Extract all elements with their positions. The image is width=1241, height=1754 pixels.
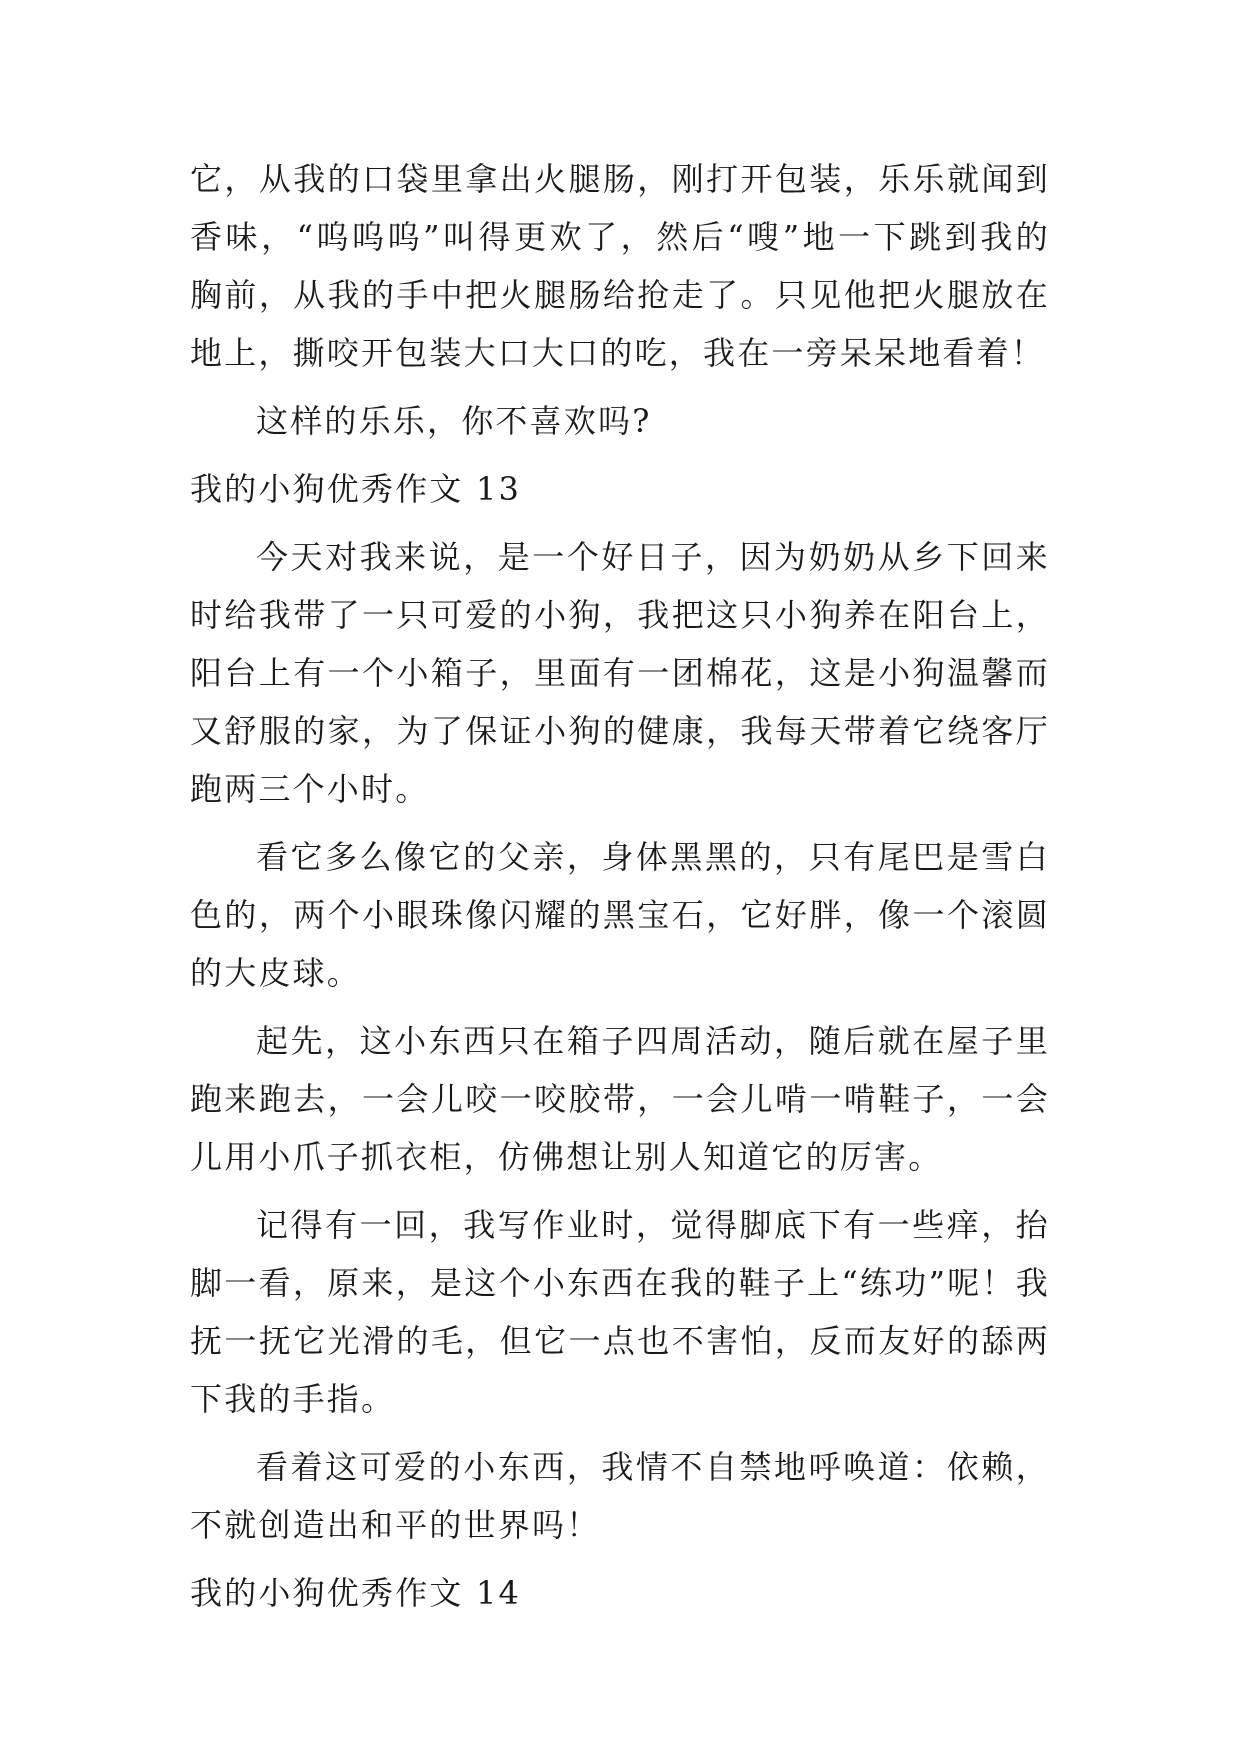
- paragraph: 今天对我来说，是一个好日子，因为奶奶从乡下回来时给我带了一只可爱的小狗，我把这只小狗养在阳台上，阳台上有一个小箱子，里面有一团棉花，这是小狗温馨而又舒服的家，为了保证小狗的健康，我每天带着它绕客厅跑两三个小时。: [190, 538, 1050, 808]
- document-page: [190, 150, 1050, 1632]
- paragraph-continuation: 它，从我的口袋里拿出火腿肠，刚打开包装，乐乐就闻到香味，“呜呜呜”叫得更欢了，然后“嗖”地一下跳到我的胸前，从我的手中把火腿肠给抢走了。只见他把火腿放在地上，撕咬开包装大口大口的吃，我在一旁呆呆地看着！: [190, 160, 1050, 372]
- paragraph: 起先，这小东西只在箱子四周活动，随后就在屋子里跑来跑去，一会儿咬一咬胶带，一会儿啃一啃鞋子，一会儿用小爪子抓衣柜，仿佛想让别人知道它的厉害。: [190, 1022, 1050, 1176]
- paragraph: 这样的乐乐，你不喜欢吗?: [256, 402, 652, 440]
- paragraph: 看着这可爱的小东西，我情不自禁地呼唤道：依赖，不就创造出和平的世界吗！: [190, 1448, 1050, 1544]
- paragraph: 看它多么像它的父亲，身体黑黑的，只有尾巴是雪白色的，两个小眼珠像闪耀的黑宝石，它好胖，像一个滚圆的大皮球。: [190, 838, 1050, 992]
- essay-heading-13: 我的小狗优秀作文 13: [190, 470, 522, 508]
- paragraph: 记得有一回，我写作业时，觉得脚底下有一些痒，抬脚一看，原来，是这个小东西在我的鞋子上“练功”呢！我抚一抚它光滑的毛，但它一点也不害怕，反而友好的舔两下我的手指。: [190, 1206, 1050, 1418]
- essay-heading-14: 我的小狗优秀作文 14: [190, 1574, 522, 1612]
